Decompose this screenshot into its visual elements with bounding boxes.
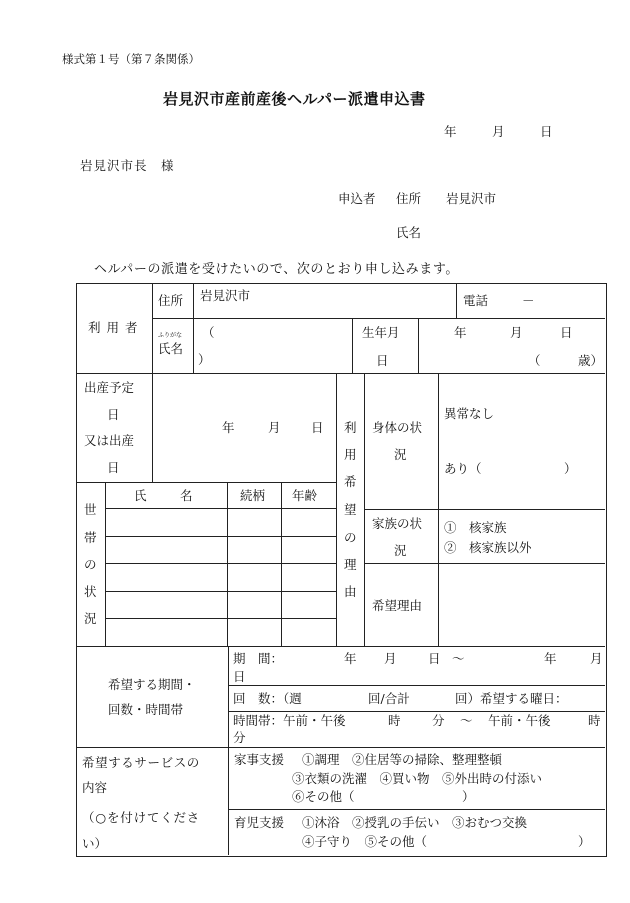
household-label-5: 況 (84, 611, 97, 626)
count-text[interactable]: 回 数：（週 (233, 691, 302, 706)
user-phone-label: 電話 (463, 293, 489, 308)
due-date-year[interactable]: 年 (222, 420, 235, 435)
period-text: 期 間： (233, 651, 284, 666)
period-day-1[interactable]: 日 (428, 651, 441, 666)
time-text[interactable]: 時間帯：午前・午後 (233, 713, 346, 728)
applicant-address-value: 岩見沢市 (446, 191, 497, 206)
user-phone-dash[interactable]: － (522, 293, 535, 308)
family-label-2: 況 (394, 543, 407, 558)
user-name-label: 氏名 (158, 341, 184, 356)
desire-reason-label: 希望理由 (372, 598, 423, 613)
reason-label-2: 用 (344, 447, 357, 462)
time-ampm-2[interactable]: 午前・午後 (488, 713, 551, 728)
childcare-line-1[interactable]: ①沐浴 ②授乳の手伝い ③おむつ交換 (302, 815, 528, 830)
household-label-3: の (84, 557, 97, 572)
due-date-label-3: 又は出産 (84, 433, 135, 448)
time-min-2[interactable]: 分 (233, 730, 246, 745)
family-option-nuclear[interactable]: ① 核家族 (444, 520, 507, 535)
due-date-day[interactable]: 日 (311, 420, 324, 435)
user-address-value[interactable]: 岩見沢市 (200, 288, 251, 303)
household-col-age: 年齢 (292, 488, 318, 503)
time-hour-2[interactable]: 時 (588, 713, 601, 728)
reason-label-5: の (344, 530, 357, 545)
family-option-other[interactable]: ② 核家族以外 (444, 540, 532, 555)
period-year-1[interactable]: 年 (344, 651, 357, 666)
applicant-name-label: 氏名 (396, 225, 422, 240)
housework-line-1[interactable]: ①調理 ②住居等の掃除、整理整頓 (302, 752, 503, 767)
due-date-label-1: 出産予定 (84, 380, 135, 395)
count-mid[interactable]: 回/合計 (368, 691, 410, 706)
age-paren-open[interactable]: （ (528, 353, 541, 368)
user-address-label: 住所 (158, 293, 184, 308)
form-number: 様式第１号（第７条関係） (62, 52, 200, 66)
birth-label-2: 日 (376, 353, 389, 368)
household-label-1: 世 (84, 502, 97, 517)
period-year-2[interactable]: 年 (544, 651, 557, 666)
birth-label-1: 生年月 (362, 325, 400, 340)
household-col-relation: 続柄 (240, 488, 266, 503)
physical-none-option[interactable]: 異常なし (444, 406, 495, 421)
birth-month[interactable]: 月 (510, 325, 523, 340)
family-label-1: 家族の状 (372, 516, 423, 531)
addressee: 岩見沢市長 様 (80, 158, 175, 173)
due-date-month[interactable]: 月 (268, 420, 281, 435)
childcare-line-2[interactable]: ④子守り ⑤その他（ (302, 834, 428, 849)
housework-line-3[interactable]: ⑥その他（ (292, 789, 355, 804)
childcare-label: 育児支援 (234, 815, 285, 830)
reason-label-4: 望 (344, 502, 357, 517)
furigana-label: ふりがな (158, 332, 183, 339)
user-name-paren-open[interactable]: （ (202, 325, 215, 340)
physical-label-1: 身体の状 (372, 420, 423, 435)
service-label-4: い） (82, 836, 108, 851)
physical-label-2: 況 (394, 447, 407, 462)
childcare-line-2-close: ） (578, 834, 591, 849)
period-day-2[interactable]: 日 (233, 669, 246, 684)
reason-label-6: 理 (344, 557, 357, 572)
birth-day[interactable]: 日 (560, 325, 573, 340)
reason-label-3: 希 (344, 474, 357, 489)
time-min-1[interactable]: 分 (432, 713, 445, 728)
service-label-1: 希望するサービスの (82, 755, 200, 770)
date-day-label: 日 (540, 124, 553, 139)
household-col-name-1: 氏 (134, 488, 147, 503)
due-date-label-4: 日 (107, 460, 120, 475)
count-end[interactable]: 回）希望する曜日： (455, 691, 568, 706)
household-col-name-2: 名 (180, 488, 193, 503)
period-label-2: 回数・時間帯 (108, 702, 184, 717)
due-date-label-2: 日 (107, 407, 120, 422)
reason-label-1: 利 (344, 420, 357, 435)
birth-year[interactable]: 年 (454, 325, 467, 340)
intro-text: ヘルパーの派遣を受けたいので、次のとおり申し込みます。 (94, 262, 459, 277)
service-label-3: （○を付けてくださ (82, 810, 201, 825)
period-tilde: ～ (452, 651, 465, 666)
date-month-label: 月 (492, 124, 505, 139)
page-title: 岩見沢市産前産後ヘルパー派遣申込書 (163, 90, 426, 108)
household-label-2: 帯 (84, 530, 97, 545)
housework-line-3-close: ） (462, 789, 475, 804)
service-label-2: 内容 (82, 780, 108, 795)
household-label-4: 状 (84, 584, 97, 599)
housework-label: 家事支援 (234, 752, 285, 767)
period-month-2[interactable]: 月 (590, 651, 603, 666)
user-name-paren-close: ） (198, 352, 211, 367)
user-section-label: 利 用 者 (88, 320, 139, 335)
housework-line-2[interactable]: ③衣類の洗濯 ④買い物 ⑤外出時の付添い (292, 771, 543, 786)
date-year-label: 年 (444, 124, 457, 139)
time-tilde: ～ (460, 713, 473, 728)
applicant-address-label: 住所 (396, 191, 422, 206)
age-paren-close: 歳） (578, 353, 604, 368)
period-month-1[interactable]: 月 (384, 651, 397, 666)
physical-yes-option[interactable]: あり（ (444, 461, 482, 476)
applicant-label: 申込者 (338, 191, 376, 206)
period-label-1: 希望する期間・ (108, 677, 196, 692)
reason-label-7: 由 (344, 584, 357, 599)
physical-yes-close: ） (564, 461, 577, 476)
time-hour-1[interactable]: 時 (388, 713, 401, 728)
